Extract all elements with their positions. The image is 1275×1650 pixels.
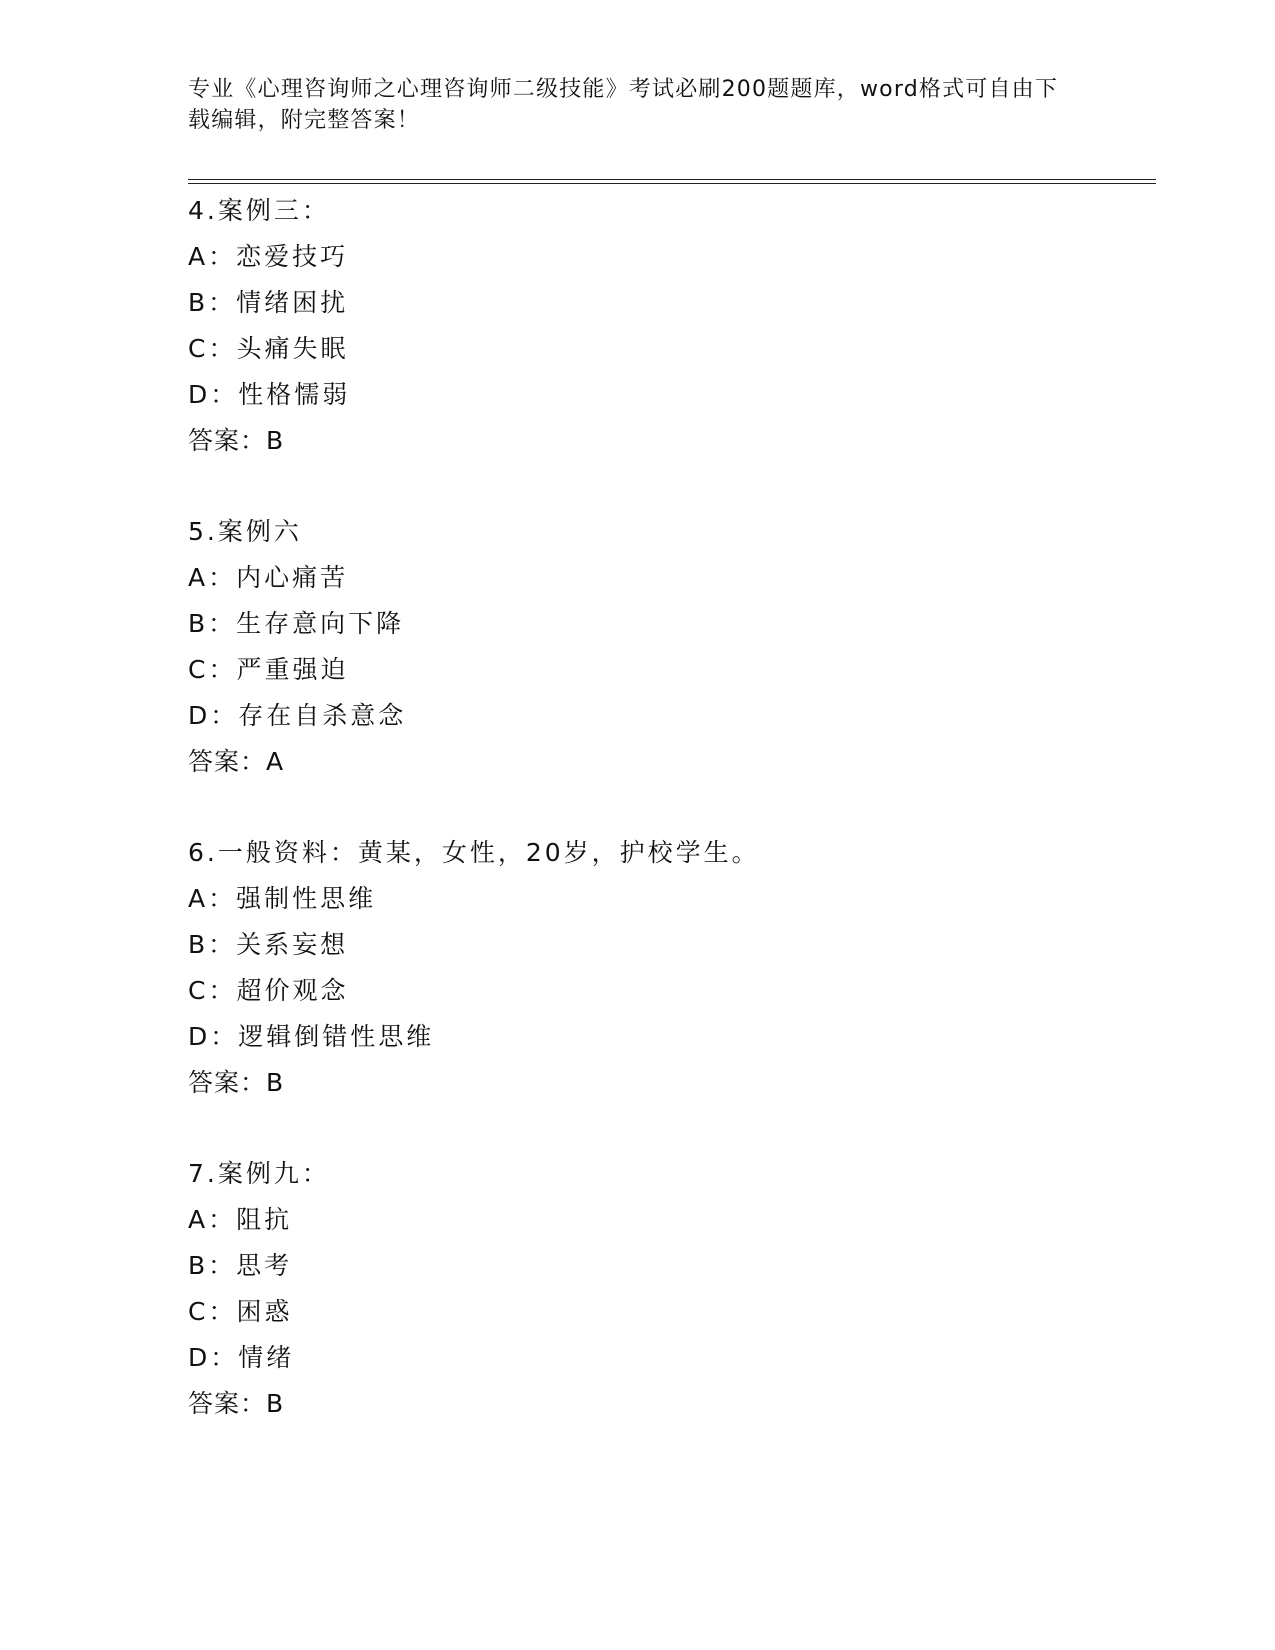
option-d: D：性格懦弱	[188, 380, 351, 409]
question-stem: 4.案例三：	[188, 196, 330, 225]
question-stem: 5.案例六	[188, 517, 302, 546]
option-d: D：逻辑倒错性思维	[188, 1022, 435, 1051]
document-header: 专业《心理咨询师之心理咨询师二级技能》考试必刷200题题库，word格式可自由下载编辑，附完整答案！	[188, 77, 1059, 133]
option-a: A：强制性思维	[188, 884, 377, 913]
question-stem: 6.一般资料：黄某，女性，20岁，护校学生。	[188, 838, 760, 867]
option-a: A：阻抗	[188, 1205, 293, 1234]
question-stem: 7.案例九：	[188, 1159, 330, 1188]
option-d: D：存在自杀意念	[188, 701, 407, 730]
option-c: C：严重强迫	[188, 655, 349, 684]
answer-line: 答案：B	[188, 426, 285, 455]
question-6	[188, 830, 1148, 1106]
option-c: C：头痛失眠	[188, 334, 349, 363]
option-c: C：困惑	[188, 1297, 293, 1326]
question-5	[188, 509, 1148, 785]
answer-line: 答案：A	[188, 747, 285, 776]
question-7	[188, 1151, 1148, 1427]
answer-line: 答案：B	[188, 1068, 285, 1097]
option-c: C：超价观念	[188, 976, 349, 1005]
header-rule-bottom	[188, 183, 1156, 184]
option-b: B：生存意向下降	[188, 609, 405, 638]
option-b: B：关系妄想	[188, 930, 349, 959]
answer-line: 答案：B	[188, 1389, 285, 1418]
header-rule-top	[188, 179, 1156, 180]
option-a: A：恋爱技巧	[188, 242, 349, 271]
option-b: B：思考	[188, 1251, 293, 1280]
question-list	[188, 188, 1148, 1472]
question-4	[188, 188, 1148, 464]
option-d: D：情绪	[188, 1343, 295, 1372]
option-b: B：情绪困扰	[188, 288, 349, 317]
option-a: A：内心痛苦	[188, 563, 349, 592]
